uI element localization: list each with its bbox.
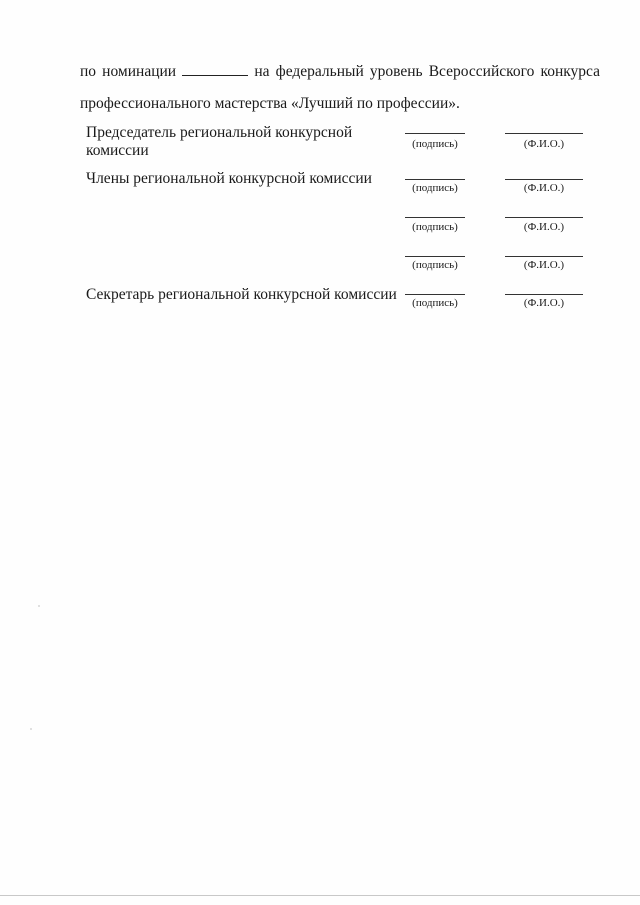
secretary-label: Секретарь региональной конкурсной комиссии	[86, 286, 397, 303]
member-1-fio-line	[505, 179, 583, 180]
members-label: Члены региональной конкурсной комиссии	[86, 170, 372, 187]
member-1-signature-caption: (подпись)	[412, 182, 458, 194]
member-1-fio-caption: (Ф.И.О.)	[523, 182, 565, 194]
member-3-fio-caption: (Ф.И.О.)	[523, 259, 565, 271]
member-2-fio-caption: (Ф.И.О.)	[523, 221, 565, 233]
chairman-fio-line	[505, 133, 583, 134]
member-3-signature-line	[405, 256, 465, 257]
chairman-signature-caption: (подпись)	[412, 138, 458, 150]
member-2-fio-line	[505, 217, 583, 218]
scan-speck	[38, 605, 40, 607]
intro-prefix: по номинации	[80, 63, 177, 80]
scan-speck	[30, 728, 32, 730]
member-2-signature-caption: (подпись)	[412, 221, 458, 233]
secretary-signature-line	[405, 294, 465, 295]
secretary-fio-caption: (Ф.И.О.)	[523, 297, 565, 309]
member-2-signature-line	[405, 217, 465, 218]
intro-line-1	[80, 62, 600, 82]
chairman-label-line-2: комиссии	[86, 142, 149, 159]
page-edge	[0, 895, 640, 896]
intro-suffix: на федеральный уровень Всероссийского конкурса	[254, 63, 601, 80]
secretary-fio-line	[505, 294, 583, 295]
chairman-label-line-1: Председатель региональной конкурсной	[86, 124, 353, 141]
intro-line-2: профессионального мастерства «Лучший по профессии».	[80, 95, 460, 112]
member-1-signature-line	[405, 179, 465, 180]
secretary-signature-caption: (подпись)	[412, 297, 458, 309]
nomination-blank	[182, 63, 248, 76]
member-3-signature-caption: (подпись)	[412, 259, 458, 271]
member-3-fio-line	[505, 256, 583, 257]
chairman-fio-caption: (Ф.И.О.)	[523, 138, 565, 150]
chairman-signature-line	[405, 133, 465, 134]
